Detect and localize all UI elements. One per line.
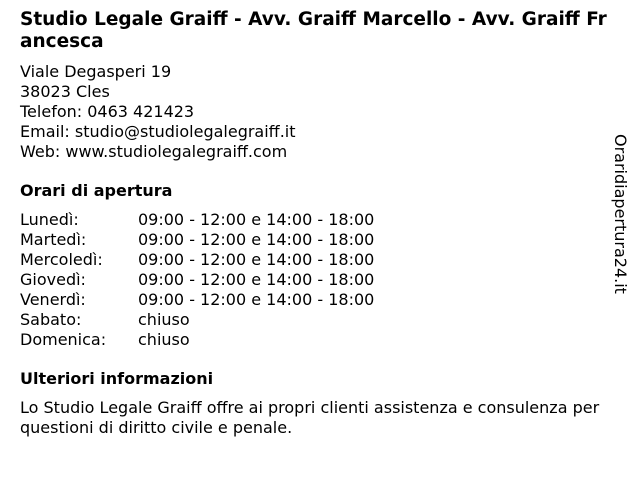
hours-day: Sabato: [20,310,82,329]
hours-table [20,210,608,350]
hours-row-sabato [20,310,608,330]
hours-row-giovedi [20,270,608,290]
hours-day: Martedì: [20,230,87,249]
hours-time: chiuso [138,330,190,349]
info-heading: Ulteriori informazioni [20,369,214,388]
address-city: 38023 Cles [20,82,110,101]
hours-time: 09:00 - 12:00 e 14:00 - 18:00 [138,270,375,289]
hours-time: 09:00 - 12:00 e 14:00 - 18:00 [138,250,375,269]
hours-time: 09:00 - 12:00 e 14:00 - 18:00 [138,230,375,249]
hours-day: Giovedì: [20,270,86,289]
address-street: Viale Degasperi 19 [20,62,172,81]
hours-day: Lunedì: [20,210,79,229]
hours-heading: Orari di apertura [20,181,173,200]
phone-text: Telefon: 0463 421423 [20,102,195,121]
address-block [20,62,608,162]
info-text: Lo Studio Legale Graiff offre ai propri clienti assistenza e consulenza per questioni di diritto civile e penale. [20,398,600,437]
hours-time: 09:00 - 12:00 e 14:00 - 18:00 [138,290,375,309]
hours-row-martedi [20,230,608,250]
hours-time: 09:00 - 12:00 e 14:00 - 18:00 [138,210,375,229]
hours-day: Mercoledì: [20,250,103,269]
hours-row-lunedi [20,210,608,230]
hours-time: chiuso [138,310,190,329]
web-text: Web: www.studiolegalegraiff.com [20,142,288,161]
hours-row-domenica [20,330,608,350]
email-text: Email: studio@studiolegalegraiff.it [20,122,296,141]
hours-row-venerdi [20,290,608,310]
business-title: Studio Legale Graiff - Avv. Graiff Marcello - Avv. Graiff Francesca [20,9,607,52]
site-watermark: Oraridiapertura24.it [611,134,630,294]
business-card [20,0,608,438]
hours-day: Venerdì: [20,290,86,309]
hours-day: Domenica: [20,330,107,349]
hours-row-mercoledi [20,250,608,270]
